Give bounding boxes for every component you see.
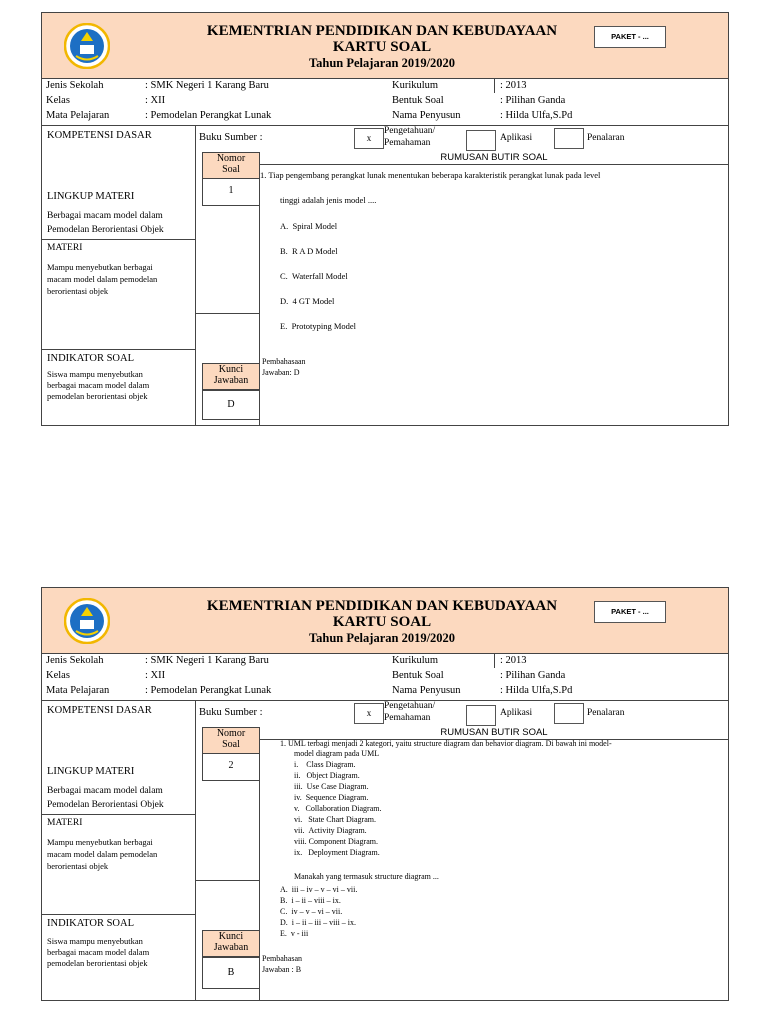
academic-year: Tahun Pelajaran 2019/2020 — [308, 631, 456, 645]
identity-section — [42, 653, 728, 701]
indikator-label: INDIKATOR SOAL — [47, 918, 135, 929]
indikator-text-3: pemodelan berorientasi objek — [47, 958, 148, 968]
kurikulum-label: Kurikulum — [392, 80, 439, 91]
card-title: KARTU SOAL — [332, 614, 432, 630]
indikator-text-2: berbagai macam model dalam — [47, 380, 150, 390]
kelas-label: Kelas — [46, 95, 70, 106]
option-c: C. iv – v – vi – vii. — [280, 907, 343, 916]
question-prompt: Manakah yang termasuk structure diagram ... — [294, 872, 439, 881]
penalaran-label: Penalaran — [587, 133, 625, 143]
option-b: B. R A D Model — [280, 246, 338, 256]
kompetensi-label: KOMPETENSI DASAR — [47, 130, 152, 141]
diagram-item: vi. State Chart Diagram. — [294, 815, 376, 824]
kelas-label: Kelas — [46, 670, 70, 681]
penalaran-label: Penalaran — [587, 708, 625, 718]
materi-label: MATERI — [47, 243, 83, 253]
kompetensi-label: KOMPETENSI DASAR — [47, 705, 152, 716]
option-e: E. v - iii — [280, 929, 309, 938]
materi-text-3: berorientasi objek — [47, 861, 109, 871]
tut-wuri-handayani-logo-icon — [64, 23, 110, 69]
pembahasan-label: Pembahasan — [262, 954, 302, 963]
answer-key: B — [202, 957, 260, 989]
question-text-line-1: 1. Tiap pengembang perangkat lunak menentukan beberapa karakteristik perangkat lunak pada level — [260, 170, 601, 180]
pengetahuan-checkbox: x — [354, 128, 384, 149]
pemahaman-box — [466, 130, 496, 151]
jawaban-label: Jawaban — [213, 375, 249, 386]
option-a: A. iii – iv – v – vi – vii. — [280, 885, 358, 894]
paket-box: PAKET - ... — [594, 26, 666, 48]
pengetahuan-checkbox: x — [354, 703, 384, 724]
penyusun-value: : Hilda Ulfa,S.Pd — [500, 110, 573, 121]
jenis-sekolah-value: : SMK Negeri 1 Karang Baru — [145, 655, 269, 666]
kunci-label: Kunci — [218, 931, 244, 942]
mapel-label: Mata Pelajaran — [46, 685, 110, 696]
kelas-value: : XII — [145, 670, 166, 681]
buku-sumber-label: Buku Sumber : — [199, 132, 263, 143]
materi-text-2: macam model dalam pemodelan — [47, 274, 158, 284]
rumusan-header: RUMUSAN BUTIR SOAL — [260, 727, 728, 740]
academic-year: Tahun Pelajaran 2019/2020 — [308, 56, 456, 70]
option-d: D. i – ii – iii – viii – ix. — [280, 918, 357, 927]
pembahasan-label: Pembahasaan — [262, 357, 306, 366]
identity-section — [42, 78, 728, 126]
question-text-line-2: tinggi adalah jenis model .... — [280, 195, 377, 205]
answer-text: Jawaban : B — [262, 965, 302, 974]
diagram-item: vii. Activity Diagram. — [294, 826, 367, 835]
diagram-item: i. Class Diagram. — [294, 760, 356, 769]
nomor-soal-header — [202, 727, 260, 754]
diagram-item: viii. Component Diagram. — [294, 837, 378, 846]
penyusun-value: : Hilda Ulfa,S.Pd — [500, 685, 573, 696]
mapel-label: Mata Pelajaran — [46, 110, 110, 121]
nomor-label: Nomor — [216, 153, 246, 164]
aplikasi-label: Aplikasi — [500, 708, 533, 718]
question-number: 2 — [202, 753, 260, 781]
tut-wuri-handayani-logo-icon — [64, 598, 110, 644]
paket-box: PAKET - ... — [594, 601, 666, 623]
pemahaman-label: Pemahaman — [384, 713, 431, 723]
header-title-block — [192, 598, 572, 646]
kurikulum-value: : 2013 — [500, 80, 527, 91]
mapel-value: : Pemodelan Perangkat Lunak — [145, 685, 272, 696]
diagram-item: ix. Deployment Diagram. — [294, 848, 380, 857]
pengetahuan-label: Pengetahuan/ — [384, 126, 436, 136]
jenis-sekolah-value: : SMK Negeri 1 Karang Baru — [145, 80, 269, 91]
jenis-sekolah-label: Jenis Sekolah — [46, 80, 104, 91]
diagram-item: ii. Object Diagram. — [294, 771, 360, 780]
pemahaman-label: Pemahaman — [384, 138, 431, 148]
materi-label: MATERI — [47, 818, 83, 828]
ministry-title: KEMENTRIAN PENDIDIKAN DAN KEBUDAYAAN — [206, 598, 558, 614]
jenis-sekolah-label: Jenis Sekolah — [46, 655, 104, 666]
nomor-label: Nomor — [216, 728, 246, 739]
buku-sumber-label: Buku Sumber : — [199, 707, 263, 718]
question-card-1 — [41, 12, 729, 426]
materi-text-3: berorientasi objek — [47, 286, 109, 296]
option-a: A. Spiral Model — [280, 221, 338, 231]
soal-label: Soal — [222, 739, 240, 750]
materi-text-1: Mampu menyebutkan berbagai — [47, 837, 153, 847]
option-b: B. i – ii – viii – ix. — [280, 896, 341, 905]
question-text-line-1: 1. UML terbagi menjadi 2 kategori, yaitu structure diagram dan behavior diagram. Di bawah ini model- — [280, 739, 612, 748]
rumusan-header: RUMUSAN BUTIR SOAL — [260, 152, 728, 165]
kunci-jawaban-header — [202, 930, 260, 957]
lingkup-label: LINGKUP MATERI — [47, 766, 135, 777]
diagram-item: iii. Use Case Diagram. — [294, 782, 369, 791]
diagram-item: v. Collaboration Diagram. — [294, 804, 382, 813]
indikator-text-3: pemodelan berorientasi objek — [47, 391, 148, 401]
indikator-text-1: Siswa mampu menyebutkan — [47, 936, 143, 946]
soal-label: Soal — [222, 164, 240, 175]
question-text-line-2: model diagram pada UML — [294, 749, 380, 758]
lingkup-text-1: Berbagai macam model dalam — [47, 786, 163, 796]
indikator-label: INDIKATOR SOAL — [47, 353, 135, 364]
penyusun-label: Nama Penyusun — [392, 110, 461, 121]
indikator-text-1: Siswa mampu menyebutkan — [47, 369, 143, 379]
question-card-2 — [41, 587, 729, 1001]
aplikasi-label: Aplikasi — [500, 133, 533, 143]
answer-text: Jawaban: D — [262, 368, 300, 377]
penyusun-label: Nama Penyusun — [392, 685, 461, 696]
answer-key: D — [202, 390, 260, 420]
kunci-label: Kunci — [218, 364, 244, 375]
kunci-jawaban-header — [202, 363, 260, 390]
jawaban-label: Jawaban — [213, 942, 249, 953]
card-header — [42, 13, 728, 79]
lingkup-text-1: Berbagai macam model dalam — [47, 211, 163, 221]
materi-text-2: macam model dalam pemodelan — [47, 849, 158, 859]
card-header — [42, 588, 728, 654]
option-e: E. Prototyping Model — [280, 321, 357, 331]
materi-text-1: Mampu menyebutkan berbagai — [47, 262, 153, 272]
aplikasi-box — [554, 703, 584, 724]
bentuk-label: Bentuk Soal — [392, 95, 444, 106]
nomor-soal-header — [202, 152, 260, 179]
card-title: KARTU SOAL — [332, 39, 432, 55]
pemahaman-box — [466, 705, 496, 726]
option-d: D. 4 GT Model — [280, 296, 335, 306]
mapel-value: : Pemodelan Perangkat Lunak — [145, 110, 272, 121]
pengetahuan-label: Pengetahuan/ — [384, 701, 436, 711]
kelas-value: : XII — [145, 95, 166, 106]
lingkup-text-2: Pemodelan Berorientasi Objek — [47, 225, 164, 235]
kurikulum-value: : 2013 — [500, 655, 527, 666]
lingkup-label: LINGKUP MATERI — [47, 191, 135, 202]
bentuk-value: : Pilihan Ganda — [500, 670, 566, 681]
aplikasi-box — [554, 128, 584, 149]
kurikulum-label: Kurikulum — [392, 655, 439, 666]
header-title-block — [192, 23, 572, 71]
diagram-item: iv. Sequence Diagram. — [294, 793, 369, 802]
bentuk-label: Bentuk Soal — [392, 670, 444, 681]
indikator-text-2: berbagai macam model dalam — [47, 947, 150, 957]
question-number: 1 — [202, 178, 260, 206]
lingkup-text-2: Pemodelan Berorientasi Objek — [47, 800, 164, 810]
bentuk-value: : Pilihan Ganda — [500, 95, 566, 106]
option-c: C. Waterfall Model — [280, 271, 348, 281]
ministry-title: KEMENTRIAN PENDIDIKAN DAN KEBUDAYAAN — [206, 23, 558, 39]
